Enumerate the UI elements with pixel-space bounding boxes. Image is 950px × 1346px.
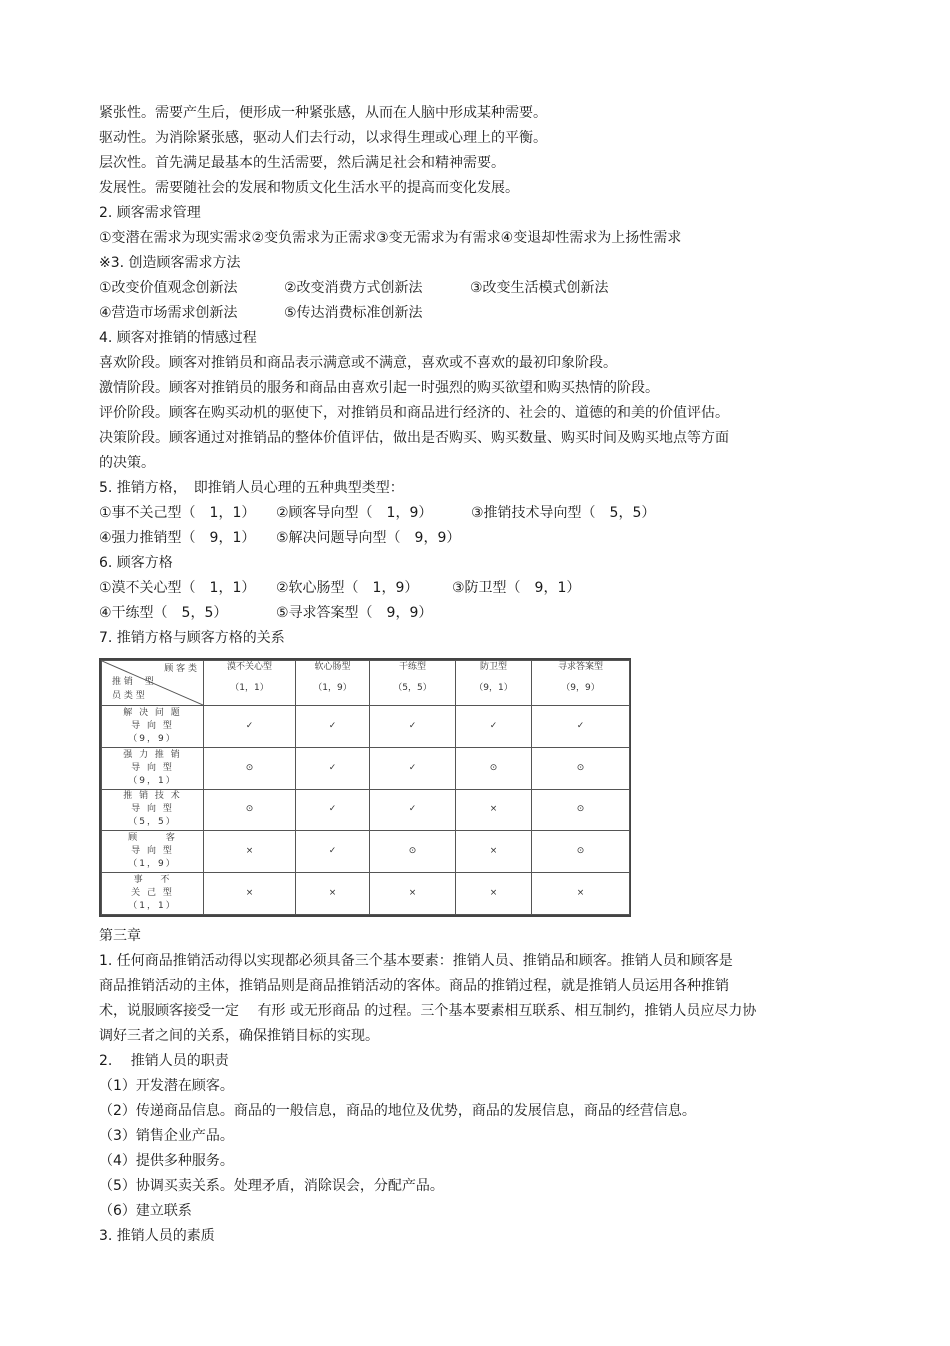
para-evaluation-stage: 评价阶段。顾客在购买动机的驱使下，对推销员和商品进行经济的、社会的、道德的和美的价值评估。 (99, 405, 729, 421)
method-item: ⑤传达消费标准创新法 (284, 305, 423, 321)
para-demand-list: ①变潜在需求为现实需求②变负需求为正需求③变无需求为有需求④变退却性需求为上扬性需求 (99, 230, 682, 246)
table-cell: ⊙ (204, 789, 296, 831)
table-cell: ✓ (370, 789, 456, 831)
methods-row-1 (99, 278, 609, 298)
para-development: 发展性。需要随社会的发展和物质文化生活水平的提高而变化发展。 (99, 180, 519, 196)
duty-item: （2）传递商品信息。商品的一般信息，商品的地位及优势，商品的发展信息，商品的经营信息。 (99, 1103, 696, 1119)
column-header: 干练型 （5，5） (370, 661, 456, 706)
customer-types-row-1 (99, 578, 580, 598)
seller-type: ①事不关己型（ 1，1） (99, 505, 256, 521)
duty-item: （3）销售企业产品。 (99, 1128, 234, 1144)
row-header: 顾 客 导 向 型 （1，9） (102, 831, 204, 873)
seller-type: ⑤解决问题导向型（ 9，9） (276, 530, 461, 546)
table-cell: × (456, 831, 532, 873)
column-header: 软心肠型 （1，9） (296, 661, 370, 706)
table-cell: × (456, 873, 532, 915)
row-header: 事 不 关 己 型 （1，1） (102, 873, 204, 915)
para-basic-elements-4: 调好三者之间的关系，确保推销目标的实现。 (99, 1028, 379, 1044)
table-cell: × (296, 873, 370, 915)
para-tension: 紧张性。需要产生后，便形成一种紧张感，从而在人脑中形成某种需要。 (99, 105, 547, 121)
table-cell: ⊙ (204, 747, 296, 789)
table-cell: × (204, 831, 296, 873)
chapter-three-heading: 第三章 (99, 928, 141, 944)
para-decision-stage-cont: 的决策。 (99, 455, 155, 471)
table-cell: ⊙ (532, 789, 630, 831)
duty-item: （1）开发潜在顾客。 (99, 1078, 234, 1094)
customer-type: ③防卫型（ 9，1） (452, 580, 581, 596)
para-basic-elements: 1. 任何商品推销活动得以实现都必须具备三个基本要素：推销人员、推销品和顾客。推销人员和顾客是 (99, 953, 733, 969)
seller-type: ②顾客导向型（ 1，9） (276, 505, 433, 521)
table-row (102, 831, 630, 873)
grid-relationship-table (99, 658, 631, 917)
table-cell: × (456, 789, 532, 831)
table-cell: ✓ (456, 706, 532, 748)
para-basic-elements-3: 术，说服顾客接受一定 有形 或无形商品 的过程。三个基本要素相互联系、相互制约，推销人员应尽力协 (99, 1003, 757, 1019)
table-cell: ✓ (204, 706, 296, 748)
seller-types-row-1 (99, 503, 655, 523)
row-header: 强 力 推 销 导 向 型 （9，1） (102, 747, 204, 789)
table-cell: ✓ (532, 706, 630, 748)
column-header: 漠不关心型 （1，1） (204, 661, 296, 706)
table-cell: ✓ (296, 789, 370, 831)
heading-create-demand: ※3. 创造顾客需求方法 (99, 255, 241, 271)
table-cell: ✓ (296, 831, 370, 873)
method-item: ③改变生活模式创新法 (470, 280, 609, 296)
para-hierarchy: 层次性。首先满足最基本的生活需要，然后满足社会和精神需要。 (99, 155, 505, 171)
table-cell: ⊙ (532, 831, 630, 873)
duty-item: （4）提供多种服务。 (99, 1153, 234, 1169)
method-item: ②改变消费方式创新法 (284, 280, 423, 296)
table-cell: × (370, 873, 456, 915)
table-cell: ✓ (296, 706, 370, 748)
duty-item: （5）协调买卖关系。处理矛盾，消除误会，分配产品。 (99, 1178, 444, 1194)
table-row (102, 873, 630, 915)
column-header: 防卫型 （9，1） (456, 661, 532, 706)
method-item: ④营造市场需求创新法 (99, 305, 238, 321)
table-row (102, 789, 630, 831)
table-row (102, 747, 630, 789)
para-basic-elements-2: 商品推销活动的主体，推销品则是商品推销活动的客体。商品的推销过程，就是推销人员运用各种推销 (99, 978, 729, 994)
seller-type: ③推销技术导向型（ 5，5） (471, 505, 656, 521)
table-row (102, 706, 630, 748)
para-like-stage: 喜欢阶段。顾客对推销员和商品表示满意或不满意，喜欢或不喜欢的最初印象阶段。 (99, 355, 617, 371)
seller-type: ④强力推销型（ 9，1） (99, 530, 256, 546)
corner-label-seller: 推 销 型 (112, 677, 154, 687)
duty-item: （6）建立联系 (99, 1203, 192, 1219)
para-decision-stage: 决策阶段。顾客通过对推销品的整体价值评估，做出是否购买、购买数量、购买时间及购买地点等方面 (99, 430, 729, 446)
heading-sales-qualities: 3. 推销人员的素质 (99, 1228, 215, 1244)
customer-types-row-2 (99, 603, 432, 623)
corner-label-type: 员 类 型 (112, 691, 145, 701)
methods-row-2 (99, 303, 423, 323)
row-header: 推 销 技 术 导 向 型 （5，5） (102, 789, 204, 831)
table-cell: ✓ (296, 747, 370, 789)
table-cell: ⊙ (456, 747, 532, 789)
heading-customer-grid: 6. 顾客方格 (99, 555, 173, 571)
table-cell: ✓ (370, 706, 456, 748)
table-cell: ✓ (370, 747, 456, 789)
seller-types-row-2 (99, 528, 460, 548)
customer-type: ②软心肠型（ 1，9） (276, 580, 419, 596)
table-cell: ⊙ (532, 747, 630, 789)
heading-emotion-process: 4. 顾客对推销的情感过程 (99, 330, 257, 346)
method-item: ①改变价值观念创新法 (99, 280, 238, 296)
heading-sales-grid: 5. 推销方格， 即推销人员心理的五种典型类型： (99, 480, 404, 496)
column-header: 寻求答案型 （9，9） (532, 661, 630, 706)
table-cell: × (532, 873, 630, 915)
heading-demand-management: 2. 顾客需求管理 (99, 205, 201, 221)
table-cell: ⊙ (370, 831, 456, 873)
heading-grid-relationship: 7. 推销方格与顾客方格的关系 (99, 630, 285, 646)
customer-type: ⑤寻求答案型（ 9，9） (276, 605, 433, 621)
heading-sales-duties: 2. 推销人员的职责 (99, 1053, 229, 1069)
row-header: 解 决 问 题 导 向 型 （9，9） (102, 706, 204, 748)
customer-type: ④干练型（ 5，5） (99, 605, 228, 621)
corner-label-customer: 顾 客 类 (164, 664, 197, 674)
para-passion-stage: 激情阶段。顾客对推销员的服务和商品由喜欢引起一时强烈的购买欲望和购买热情的阶段。 (99, 380, 659, 396)
table-cell: × (204, 873, 296, 915)
table-corner-cell (102, 661, 204, 706)
para-drive: 驱动性。为消除紧张感，驱动人们去行动，以求得生理或心理上的平衡。 (99, 130, 547, 146)
customer-type: ①漠不关心型（ 1，1） (99, 580, 256, 596)
